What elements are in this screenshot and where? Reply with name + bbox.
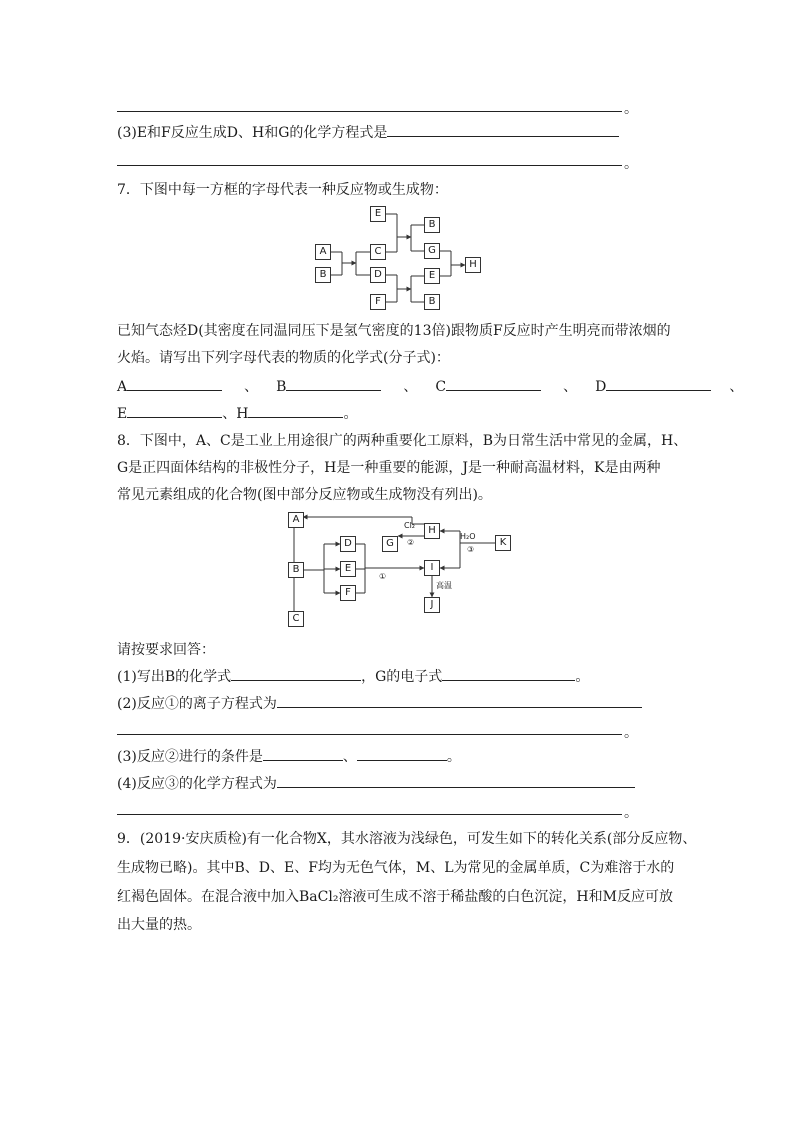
- q7-label-c: C: [435, 379, 447, 395]
- q8-part2-line-2[interactable]: [117, 720, 622, 735]
- q7-box-e-right: E: [424, 268, 440, 284]
- q7-box-e-top: E: [370, 206, 386, 222]
- q8-reaction-1: ①: [379, 572, 387, 581]
- q8-cl2-label: Cl₂: [404, 521, 416, 530]
- q8-part1-blank-b[interactable]: [231, 666, 361, 681]
- q7-period: 。: [343, 406, 358, 422]
- q8-box-g: G: [382, 536, 398, 552]
- q8-part3: [117, 746, 461, 767]
- q8-part1-period: 。: [575, 669, 590, 685]
- q8-part3-sep: 、: [342, 749, 357, 765]
- q7-box-c: C: [370, 244, 386, 260]
- q8-part1-label: (1)写出B的化学式: [117, 669, 232, 685]
- q8-part1-mid: ，G的电子式: [361, 669, 443, 685]
- q7-label-b: B: [276, 379, 287, 395]
- q8-part3-period: 。: [446, 749, 461, 765]
- q8-reaction-2: ②: [407, 538, 415, 547]
- q7-label-a: A: [117, 379, 128, 395]
- q9-line-4: 出大量的热。: [117, 917, 201, 933]
- q8-part2: [117, 693, 642, 714]
- q8-box-f: F: [340, 585, 356, 601]
- q7-box-h: H: [465, 257, 481, 273]
- q7-stem: 7．下图中每一方框的字母代表一种反应物或生成物：: [117, 182, 448, 198]
- q8-box-h: H: [424, 523, 440, 539]
- q8-stem-1: 8．下图中，A、C是工业上用途很广的两种重要化工原料，B为日常生活中常见的金属，H、: [117, 433, 688, 449]
- q8-box-i: I: [424, 560, 440, 576]
- q8-part2-period: 。: [624, 725, 638, 741]
- q7-sep-4: 、: [729, 379, 744, 395]
- q8-reaction-3: ③: [467, 545, 475, 554]
- q8-part1: [117, 666, 589, 687]
- q7-box-b-top: B: [424, 217, 440, 233]
- q8-part3-blank-2[interactable]: [357, 746, 447, 761]
- q7-box-a: A: [315, 244, 331, 260]
- q7-label-d: D: [595, 379, 607, 395]
- q7-sep-2: 、: [403, 379, 418, 395]
- q8-box-d: D: [340, 536, 356, 552]
- q8-box-c: C: [288, 611, 304, 627]
- q8-box-e: E: [340, 561, 356, 577]
- q8-stem-3: 常见元素组成的化合物(图中部分反应物或生成物没有列出)。: [117, 487, 492, 503]
- q8-part3-blank-1[interactable]: [263, 746, 343, 761]
- q8-part1-blank-g[interactable]: [442, 666, 575, 681]
- q7-box-b-bottom: B: [424, 294, 440, 310]
- q8-box-b: B: [288, 562, 304, 578]
- q7-known-2: 火焰。请写出下列字母代表的物质的化学式(分子式)：: [117, 350, 450, 366]
- q7-box-b-left: B: [315, 267, 331, 283]
- q8-gaowen-label: 高温: [436, 581, 452, 590]
- q7-box-f: F: [370, 294, 386, 310]
- q8-h2o-label: H₂O: [460, 532, 476, 541]
- q7-known-1: 已知气态烃D(其密度在同温同压下是氢气密度的13倍)跟物质F反应时产生明亮而带浓烟的: [117, 323, 671, 339]
- q7-label-e: E: [117, 406, 128, 422]
- q8-part4-period: 。: [624, 805, 638, 821]
- q7-box-d: D: [370, 267, 386, 283]
- q7-box-g: G: [424, 243, 440, 259]
- q9-line-2: 生成物已略)。其中B、D、E、F均为无色气体，M、L为常见的金属单质，C为难溶于水的: [117, 860, 675, 876]
- q7-sep-1: 、: [244, 379, 259, 395]
- q8-part3-label: (3)反应②进行的条件是: [117, 749, 263, 765]
- q6-period-2: 。: [624, 156, 638, 172]
- q8-part4-label: (4)反应③的化学方程式为: [117, 776, 277, 792]
- q8-part4-line-2[interactable]: [117, 800, 622, 815]
- q7-label-h: H: [236, 406, 249, 422]
- q6-part3-label: (3)E和F反应生成D、H和G的化学方程式是: [117, 125, 388, 141]
- q8-instruction: 请按要求回答：: [117, 642, 215, 658]
- q8-part2-label: (2)反应①的离子方程式为: [117, 696, 277, 712]
- q8-stem-2: G是正四面体结构的非极性分子，H是一种重要的能源，J是一种耐高温材料，K是由两种: [117, 460, 661, 476]
- q8-part4-blank[interactable]: [277, 773, 635, 788]
- q8-part2-blank[interactable]: [277, 693, 642, 708]
- q9-line-3: 红褐色固体。在混合液中加入BaCl₂溶液可生成不溶于稀盐酸的白色沉淀，H和M反应可放: [117, 889, 673, 905]
- q8-box-a: A: [288, 512, 304, 528]
- q8-part4: [117, 773, 635, 794]
- q6-period-1: 。: [624, 101, 638, 117]
- q7-sep-5: 、: [222, 406, 237, 422]
- q9-line-1: 9．(2019·安庆质检)有一化合物X，其水溶液为浅绿色，可发生如下的转化关系(部分反应物、: [117, 831, 697, 847]
- q8-box-j: J: [424, 597, 440, 613]
- q7-sep-3: 、: [563, 379, 578, 395]
- q8-box-k: K: [495, 535, 511, 551]
